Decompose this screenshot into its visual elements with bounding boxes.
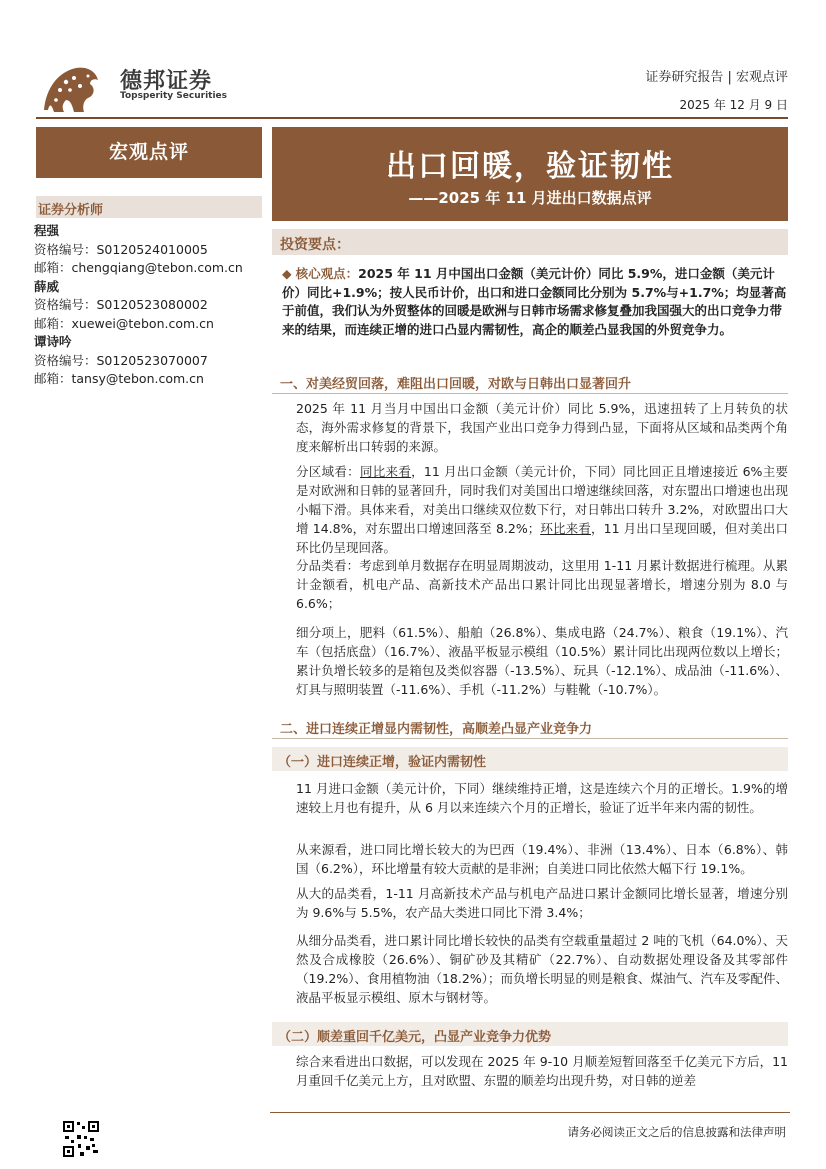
title-banner [272, 127, 788, 221]
analyst-name: 薛威 [34, 278, 60, 294]
brand-name-en: Topsperity Securities [120, 91, 227, 101]
analyst-heading: 证券分析师 [38, 203, 104, 218]
analyst-cert: 资格编号：S0120523080002 [34, 297, 208, 312]
report-title: 出口回暖，验证韧性 [386, 149, 674, 184]
diamond-bullet-icon: ◆ [282, 266, 292, 281]
analyst-name: 程强 [34, 223, 60, 238]
section-1-title: 一、对美经贸回落，难阻出口回暖，对欧与日韩出口显著回升 [280, 377, 632, 392]
paragraph: 细分项上，肥料（61.5%）、船舶（26.8%）、集成电路（24.7%）、粮食（19.1%）、汽车（包括底盘）（16.7%）、液晶平板显示模组（10.5%）累计同比出现两位数以上增长；累计负增长较多的是箱包及类似容器（-13.5%）、玩具（-12.1%）、成品油（-11.6%）、灯具与照明装置（-11.6%）、手机（-11.2%）与鞋靴（-10.7%）。 [296, 625, 788, 697]
qr-code-icon [62, 1120, 100, 1158]
underlined-term: 同比来看 [359, 464, 412, 479]
header-divider [36, 117, 788, 119]
footer-divider [270, 1112, 790, 1113]
paragraph: 从大的品类看，1-11 月高新技术产品与机电产品进口累计金额同比增长显著，增速分别为 9.6%与 5.5%，农产品大类进口同比下滑 3.4%； [296, 886, 788, 920]
company-logo-icon [36, 58, 102, 116]
analyst-heading-bar [36, 196, 262, 218]
report-subtitle: ——2025 年 11 月进出口数据点评 [408, 189, 652, 207]
subsection-2-title: （二）顺差重回千亿美元，凸显产业竞争力优势 [278, 1030, 552, 1045]
analyst-email[interactable]: 邮箱：chengqiang@tebon.com.cn [34, 260, 243, 275]
core-view-text: 2025 年 11 月中国出口金额（美元计价）同比 5.9%，进口金额（美元计价）同比+1.9%；按人民币计价，出口和进口金额同比分别为 5.7%与+1.7%；均显著高于前值，我们认为外贸整体的回暖是欧洲与日韩市场需求修复叠加我国强大的出口竞争力带来的结果，而连续正增的进口凸显内需韧性，高企的顺差凸显我国的外贸竞争力。 [282, 266, 787, 337]
footer-disclaimer: 请务必阅读正文之后的信息披露和法律声明 [567, 1125, 786, 1139]
paragraph: 分品类看：考虑到单月数据存在明显周期波动，这里用 1-11 月累计数据进行梳理。从累计金额看，机电产品、高新技术产品出口累计同比出现显著增长，增速分别为 8.0 与 6.6%； [296, 558, 788, 611]
paragraph: 综合来看进出口数据，可以发现在 2025 年 9-10 月顺差短暂回落至千亿美元下方后，11 月重回千亿美元上方，且对欧盟、东盟的顺差均出现升势，对日韩的逆差 [296, 1054, 788, 1088]
report-type: 证券研究报告 | 宏观点评 [645, 70, 788, 85]
category-box: 宏观点评 [36, 127, 262, 178]
core-view [282, 265, 790, 339]
analyst-email[interactable]: 邮箱：xuewei@tebon.com.cn [34, 315, 214, 331]
subsection-1-title: （一）进口连续正增，验证内需韧性 [278, 755, 487, 770]
paragraph: 从细分品类看，进口累计同比增长较快的品类有空载重量超过 2 吨的飞机（64.0%）、天然及合成橡胶（26.6%）、铜矿砂及其精矿（22.7%）、自动数据处理设备及其零部件（19.2%）、食用植物油（18.2%）；而负增长明显的则是粮食、煤油气、汽车及零配件、液晶平板显示模组、原木与钢材等。 [296, 933, 788, 1005]
underlined-term: 环比来看 [540, 521, 591, 536]
paragraph [296, 462, 788, 557]
paragraph: 11 月进口金额（美元计价，下同）继续维持正增，这是连续六个月的正增长。1.9%的增速较上月也有提升，从 6 月以来连续六个月的正增长，验证了近半年来内需的韧性。 [296, 781, 788, 815]
analyst-list [34, 222, 274, 389]
analyst-cert: 资格编号：S0120523070007 [34, 352, 208, 368]
paragraph-body: ，11 月出口金额（美元计价，下同）同比回正且增速接近 6%主要是对欧洲和日韩的显著回升，同时我们对美国出口增速继续回落，对东盟出口增速也出现小幅下滑。具体来看，对美出口继续双位数下行，对日韩出口转升 3.2%，对欧盟出口大增 14.8%，对东盟出口增速回落至 8.2%； [296, 464, 788, 536]
section-divider [272, 393, 788, 394]
brand-name-cn: 德邦证券 [120, 69, 213, 94]
paragraph: 2025 年 11 月当月中国出口金额（美元计价）同比 5.9%，迅速扭转了上月转负的状态，海外需求修复的背景下，我国产业出口竞争力得到凸显，下面将从区域和品类两个角度来解析出口转弱的来源。 [296, 401, 788, 454]
analyst-cert: 资格编号：S0120524010005 [34, 241, 208, 257]
paragraph-lead: 分区域看： [296, 464, 360, 479]
analyst-name: 谭诗吟 [34, 334, 72, 349]
key-points-heading: 投资要点： [280, 237, 350, 253]
key-points-heading-bar [272, 229, 788, 255]
paragraph-body: ，11 月出口呈现回暖，但对美出口环比仍呈现回落。 [296, 521, 788, 555]
paragraph: 从来源看，进口同比增长较大的为巴西（19.4%）、非洲（13.4%）、日本（6.8%）、韩国（6.2%），环比增量有较大贡献的是非洲；自美进口同比依然大幅下行 19.1%。 [296, 842, 788, 876]
analyst-email[interactable]: 邮箱：tansy@tebon.com.cn [34, 371, 204, 386]
section-2-title: 二、进口连续正增显内需韧性，高顺差凸显产业竞争力 [280, 722, 593, 737]
section-divider [272, 738, 788, 739]
report-date: 2025 年 12 月 9 日 [679, 98, 788, 112]
core-view-label: 核心观点： [295, 266, 359, 281]
